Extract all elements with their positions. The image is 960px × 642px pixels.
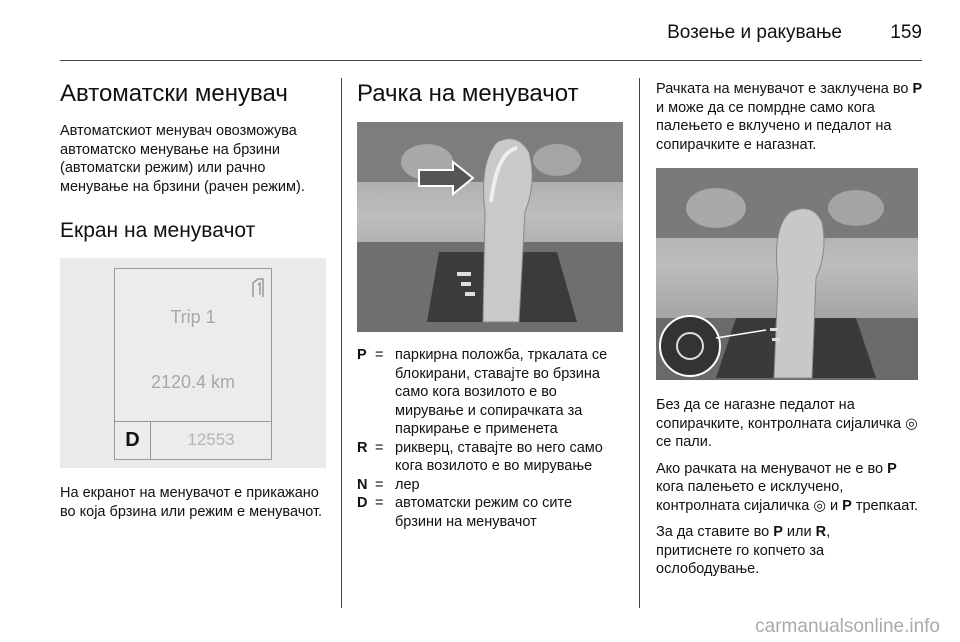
def-equals: = — [375, 439, 384, 456]
def-row-r — [357, 439, 623, 476]
header-title: Возење и ракување — [667, 22, 842, 43]
def-equals: = — [375, 347, 384, 363]
gear-definitions — [357, 346, 623, 531]
brake-indicator-illustration — [656, 168, 918, 380]
gear-lever-illustration — [357, 122, 623, 332]
def-value: автоматски режим со сите брзини на менувачот — [395, 495, 573, 530]
def-row-n — [357, 476, 623, 495]
text: Рачката на менувачот е заклучена во — [656, 81, 913, 97]
brake-paragraph — [656, 396, 924, 452]
def-key: R — [357, 439, 368, 456]
gear-lever-photo — [357, 122, 623, 332]
text: , — [826, 524, 831, 540]
trip-distance: 2120.4 km — [150, 372, 236, 392]
def-value: паркирна положба, тркалата се блокирани, ставајте во брзина само кога возилото е во мирување и сопирачката за паркирање е применета — [395, 347, 608, 437]
gear-r: R — [815, 524, 827, 540]
trip-reset-icon — [251, 277, 265, 299]
brake-indicator-icon: ◎ — [905, 415, 918, 432]
def-key: P — [357, 347, 367, 363]
page-header — [60, 18, 922, 52]
column-3 — [656, 80, 924, 579]
def-value: лер — [395, 476, 420, 493]
def-equals: = — [375, 495, 384, 511]
def-value: рикверц, ставајте во него само кога возилото е во мирување — [395, 439, 603, 474]
def-key: N — [357, 476, 368, 493]
gear-p: P — [887, 460, 897, 477]
text: и — [825, 497, 843, 514]
text: Ако рачката на менувачот не е во — [656, 460, 888, 477]
column-2 — [357, 80, 623, 531]
odometer: 12553 — [187, 430, 235, 449]
display-caption: На екранот на менувачот е прикажано во која брзина или режим е менувачот. — [60, 485, 323, 520]
page-number: 159 — [890, 22, 922, 43]
column-divider — [341, 78, 342, 608]
def-key: D — [357, 495, 368, 511]
column-divider — [639, 78, 640, 608]
gear-indicator: D — [115, 422, 151, 459]
text: кога палењето е исклучено, контролната сијаличка — [656, 479, 844, 514]
text: или — [782, 524, 816, 540]
subsection-title: Екран на менувачот — [60, 219, 256, 242]
display-bottom-row — [115, 421, 271, 459]
lock-paragraph — [656, 80, 924, 154]
brake-indicator-icon: ◎ — [813, 497, 826, 514]
header-rule — [60, 60, 922, 61]
text: Без да се нагазне педалот на сопирачките, контролната сијаличка — [656, 397, 906, 432]
def-row-p — [357, 346, 623, 439]
text: и може да се помрдне само кога палењето е вклучено и педалот на сопирачките е нагазнат. — [656, 99, 892, 153]
release-paragraph — [656, 523, 924, 579]
text: се пали. — [656, 434, 712, 450]
gear-p: P — [912, 81, 923, 97]
section-title: Автоматски менувач — [60, 80, 288, 107]
display-panel — [114, 268, 272, 460]
section-title: Рачка на менувачот — [357, 80, 579, 107]
text: трепкаат. — [851, 497, 919, 514]
text: притиснете го копчето за ослободување. — [656, 542, 825, 577]
gear-p: P — [773, 524, 783, 540]
intro-paragraph: Автоматскиот менувач овозможува автоматско менување на брзини (автоматски режим) или рачно менување на брзини (рачен режим). — [60, 123, 305, 195]
transmission-display-illustration — [60, 258, 326, 468]
column-1 — [60, 80, 326, 521]
watermark: carmanualsonline.info — [755, 616, 940, 637]
ignition-paragraph — [656, 460, 924, 516]
gear-p: P — [842, 497, 852, 514]
text: За да ставите во — [656, 524, 774, 540]
def-equals: = — [375, 476, 384, 493]
brake-indicator-photo — [656, 168, 918, 380]
def-row-d — [357, 494, 623, 531]
trip-label: Trip 1 — [170, 307, 216, 327]
